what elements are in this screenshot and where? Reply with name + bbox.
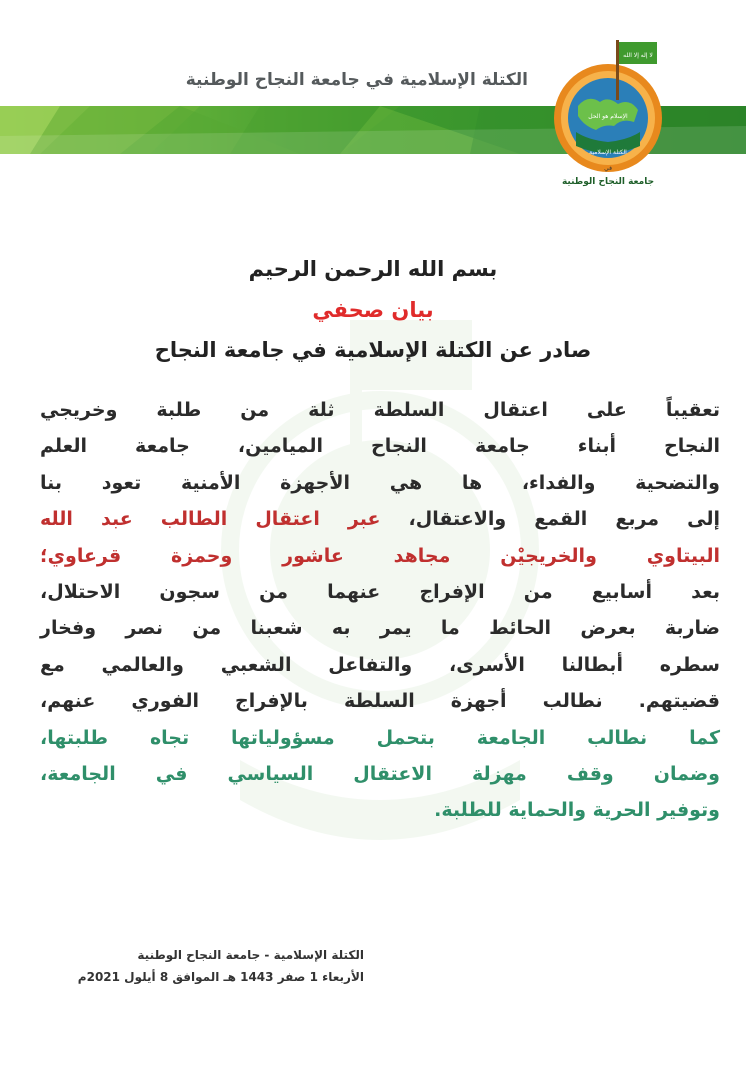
statement-line: [40, 683, 720, 719]
statement-segment: كما نطالب الجامعة بتحمل مسؤولياتها تجاه طلبتها،: [40, 726, 720, 749]
statement-segment: بعد أسابيع من الإفراج عنهما من سجون الاحتلال،: [40, 580, 720, 603]
logo-university-text: جامعة النجاح الوطنية: [561, 177, 655, 187]
statement-line: [40, 501, 720, 537]
statement-line: [40, 610, 720, 646]
statement-line: [40, 428, 720, 464]
kutla-logo: [548, 36, 676, 196]
statement-segment: إلى مربع القمع والاعتقال،: [380, 508, 720, 531]
statement-line: [40, 465, 720, 501]
statement-type: بيان صحفي: [312, 298, 434, 322]
footer: [78, 944, 364, 988]
statement-body: [40, 392, 720, 829]
logo-small-text: في: [604, 165, 612, 172]
statement-issuer: صادر عن الكتلة الإسلامية في جامعة النجاح: [154, 338, 592, 362]
statement-line: [40, 574, 720, 610]
statement-line: [40, 792, 720, 828]
logo-globe-text: الإسلام هو الحل: [588, 113, 628, 120]
statement-segment: وتوفير الحرية والحماية للطلبة.: [434, 799, 720, 822]
statement-segment: النجاح أبناء جامعة النجاح الميامين، جامعة العلم: [40, 435, 720, 458]
statement-segment: والتضحية والفداء، ها هي الأجهزة الأمنية تعود بنا: [40, 471, 720, 494]
statement-segment: قضيتهم. نطالب أجهزة السلطة بالإفراج الفوري عنهم،: [40, 690, 720, 713]
statement-segment: وضمان وقف مهزلة الاعتقال السياسي في الجامعة،: [40, 762, 720, 785]
statement-segment: ضاربة بعرض الحائط ما يمر به شعبنا من نصر وفخار: [40, 617, 720, 640]
org-title: الكتلة الإسلامية في جامعة النجاح الوطنية: [185, 70, 528, 90]
statement-segment: البيتاوي والخريجيْن مجاهد عاشور وحمزة قرعاوي؛: [40, 544, 720, 567]
statement-line: [40, 538, 720, 574]
footer-signature: الكتلة الإسلامية - جامعة النجاح الوطنية: [137, 948, 364, 962]
statement-segment: تعقيباً على اعتقال السلطة ثلة من طلبة وخريجي: [40, 399, 720, 421]
footer-date: الأربعاء 1 صفر 1443 هـ الموافق 8 أيلول 2021م: [77, 970, 364, 984]
statement-segment: سطره أبطالنا الأسرى، والتفاعل الشعبي والعالمي مع: [40, 653, 720, 676]
logo-ribbon-text: الكتلة الإسلامية: [589, 149, 627, 156]
logo-flag-text: لا إله إلا الله: [623, 52, 653, 59]
statement-line: [40, 392, 720, 428]
basmala: بسم الله الرحمن الرحيم: [248, 257, 498, 281]
statement-line: [40, 647, 720, 683]
statement-segment: عبر اعتقال الطالب عبد الله: [40, 508, 381, 531]
statement-line: [40, 756, 720, 792]
statement-line: [40, 720, 720, 756]
